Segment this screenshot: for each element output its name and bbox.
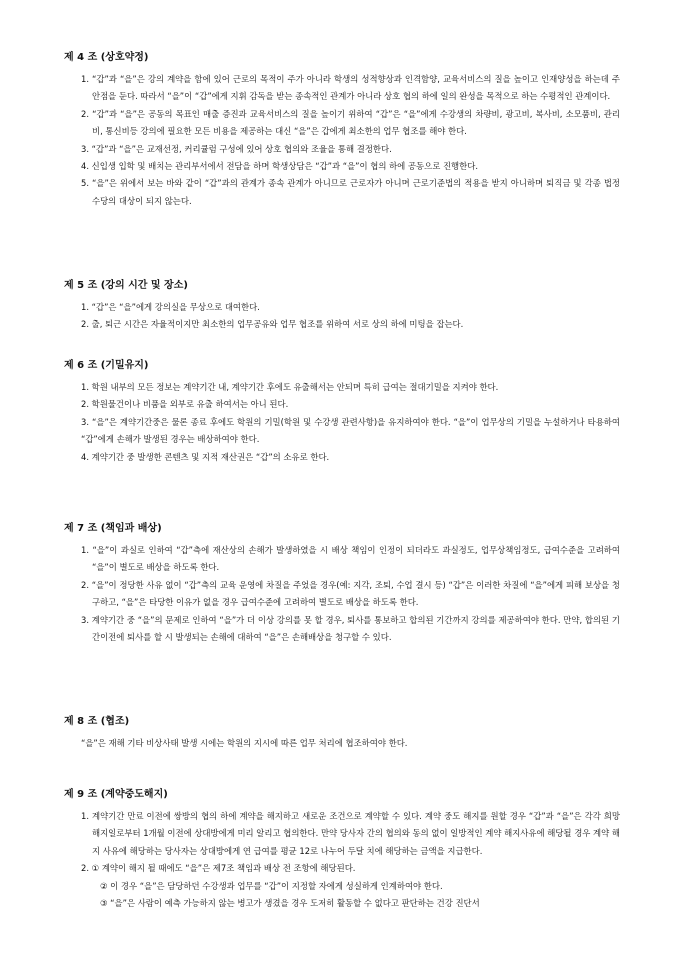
article-5 [64,278,620,334]
article-8-item-1: “을”은 재해 기타 비상사태 발생 시에는 학원의 지시에 따른 업무 처리에 협조하여야 한다. [81,738,408,748]
article-4-heading: 제 4 조 (상호약정) [64,52,149,63]
article-4-item-2: 2. “갑”과 “을”은 공동의 목표인 매출 증진과 교육서비스의 질을 높이기 위하여 “갑”은 “을”에게 수강생의 차량비, 광고비, 복사비, 소모품비, 관리비, 통신비등 강의에 필요한 모든 비용을 제공하는 대신 “을”은 갑에게 최소한의 업무 협조를 해야 한다. [81,108,620,137]
article-4 [64,50,620,210]
article-9-subitem-2: ② 이 경우 “을”은 담당하던 수강생과 업무를 “갑”이 지정할 자에게 성실하게 인계하여야 한다. [100,880,443,891]
article-5-item-2: 2. 출, 퇴근 시간은 자율적이지만 최소한의 업무공유와 업무 협조를 위하여 서로 상의 하에 미팅을 잡는다. [81,319,464,330]
article-7-item-2: 2. “을”이 정당한 사유 없이 “갑”측의 교육 운영에 차질을 주었을 경우(예: 지각, 조퇴, 수업 결시 등) “갑”은 이러한 차질에 “을”에게 피해 보상을 청구하고, “을”은 타당한 이유가 없을 경우 급여수준에 고려하여 별도로 배상을 하도록 한다. [81,579,620,608]
article-4-item-1: 1. “갑”과 “을”은 강의 계약을 함에 있어 근로의 목적이 주가 아니라 학생의 성적향상과 인격함양, 교육서비스의 질을 높이고 인재양성을 하는데 주안점을 둔다. 따라서 “을”이 “갑”에게 지휘 감독을 받는 종속적인 관계가 아니라 상호 협의 하에 일의 완성을 목적으로 하는 수평적인 관계이다. [81,74,620,102]
article-7-heading: 제 7 조 (책임과 배상) [64,523,162,534]
article-5-heading: 제 5 조 (강의 시간 및 장소) [64,280,188,291]
article-7-item-1: 1. “을”이 과실로 인하여 “갑”측에 재산상의 손해가 발생하였을 시 배상 책임이 인정이 되더라도 과실정도, 업무상책임정도, 급여수준을 고려하여 “을”이 별도로 배상을 하도록 한다. [81,545,620,573]
article-9-item-1: 1. 계약기간 만료 이전에 쌍방의 협의 하에 계약을 해지하고 새로운 조건으로 계약할 수 있다. 계약 중도 해지를 원할 경우 “갑”과 “을”은 각각 희망 해지일로부터 1개월 이전에 상대방에게 미리 알리고 협의한다. 만약 당사자 간의 협의와 동의 없이 일방적인 계약 해지사유에 해당될 경우 계약 해지 사유에 해당하는 당사자는 상대방에게 연 급여를 평균 12로 나누어 두달 치에 해당하는 금액을 지급한다. [81,811,620,856]
article-9-heading: 제 9 조 (계약중도해지) [64,789,168,800]
article-5-item-1: 1. “갑”은 “을”에게 강의실을 무상으로 대여한다. [81,302,260,312]
article-6-item-4: 4. 계약기간 중 발생한 콘텐츠 및 지적 재산권은 “갑”의 소유로 한다. [81,451,330,462]
article-7 [64,521,620,646]
article-6-item-1: 1. 학원 내부의 모든 정보는 계약기간 내, 계약기간 후에도 유출해서는 안되며 특히 급여는 절대기밀을 지켜야 한다. [81,382,499,392]
article-9-subitem-3: ③ “을”은 사람이 예측 가능하지 않는 병고가 생겼을 경우 도저히 활동할 수 없다고 판단하는 건강 진단서 [100,898,480,909]
article-6-item-3: 3. “을”은 계약기간중은 물론 종료 후에도 학원의 기밀(학원 및 수강생 관련사항)을 유지하여야 한다. “을”이 업무상의 기밀을 누설하거나 타용하여 “갑”에게 손해가 발생된 경우는 배상하여야 한다. [81,416,620,445]
article-7-item-3: 3. 계약기간 중 “을”의 문제로 인하여 “을”가 더 이상 강의를 못 할 경우, 퇴사를 통보하고 합의된 기간까지 강의를 제공하여야 한다. 만약, 합의된 기간이전에 퇴사를 할 시 발생되는 손해에 대하여 “을”은 손해배상을 청구할 수 있다. [81,614,620,643]
article-9-item-2: 2. ① 계약이 해지 될 때에도 “을”은 제7조 책임과 배상 전 조항에 해당된다. [81,863,356,874]
article-6-heading: 제 6 조 (기밀유지) [64,360,149,371]
article-6 [64,358,620,466]
article-4-item-5: 5. “을”은 위에서 보는 바와 같이 “갑”과의 관계가 종속 관계가 아니므로 근로자가 아니며 근로기준법의 적용을 받지 아니하며 퇴직금 및 각종 법정 수당의 대상이 되지 않는다. [81,178,620,206]
article-4-item-3: 3. “갑”과 “을”은 교재선정, 커리큘럼 구성에 있어 상호 협의와 조율을 통해 결정한다. [81,143,392,154]
article-8-heading: 제 8 조 (협조) [64,716,130,727]
article-8 [64,714,620,752]
article-6-item-2: 2. 학원물건이나 비품을 외부로 유출 하여서는 아니 된다. [81,399,289,410]
article-4-item-4: 4. 신입생 입학 및 배치는 관리부서에서 전담을 하며 학생상담은 “갑”과 “을”이 협의 하에 공동으로 진행한다. [81,161,478,172]
article-9 [64,787,620,912]
